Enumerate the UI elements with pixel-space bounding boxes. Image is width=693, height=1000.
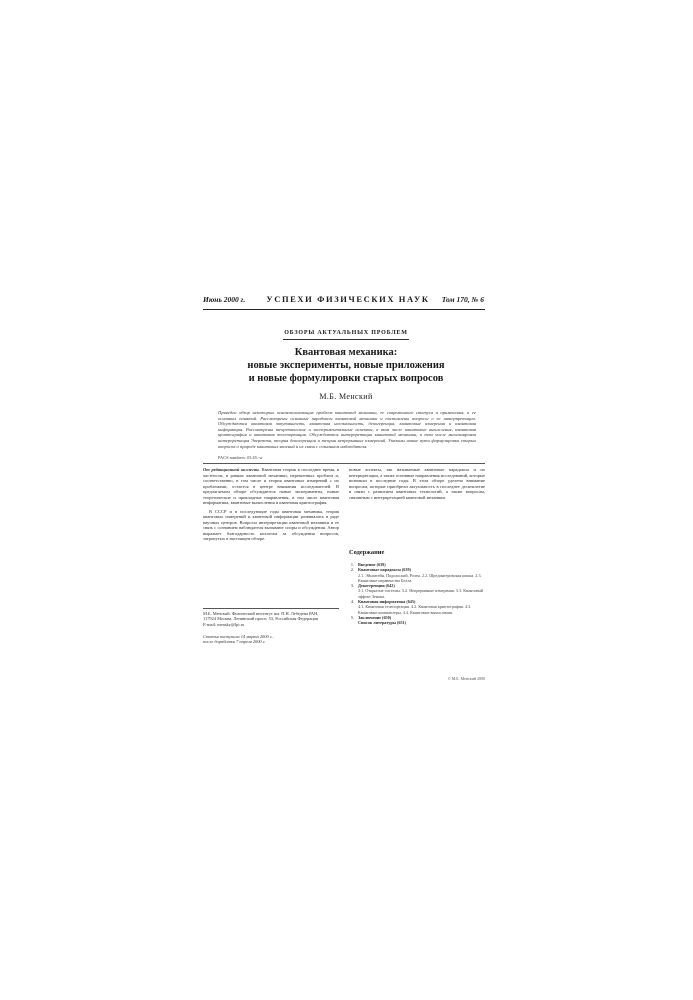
author-affiliation [203,611,339,627]
author-email: E-mail: mensky@lpi.ru [203,621,245,627]
issue-date: Июнь 2000 г. [203,295,246,304]
toc-entry-title: Список литературы (651) [358,620,407,626]
pacs-numbers: PACS numbers: 03.65.-w [218,455,263,460]
body-paragraph [203,467,339,506]
affiliation-line: М.Б. Менский. Физический институт им. П.Н. Лебедева РАН, [203,611,319,616]
article-title [230,346,462,385]
body-paragraph: новые аспекты, так называемые квантовые парадоксы и их интерпретации, а также основные направления исследований, которые возникли в последние годы. В этом обзоре уделено внимание вопросам, которые приобрели актуальность в последнее десятилетие в связи с развитием квантовых технологий, а также вопросам, связанным с интерпретацией квантовой механики. [349,467,485,500]
revised-date: после доработки 7 апреля 2000 г. [203,639,266,645]
toc-entry[interactable] [349,620,485,625]
copyright-notice: © М.Б. Менский 2000 [447,676,485,681]
paragraph-text: Квантовая теория в последнее время, в частности, в рамках квантовой механики, нерешенных проблем и, соответственно, в том числе и теория квантовых измерений с их проблемами, остается в центре внимания исследователей. В предлагаемом обзоре обсуждаются новые эксперименты, новые теоретические и прикладные направления, в том числе квантовая информатика, квантовые вычисления и квантовая криптография. [203,467,339,505]
volume-number: Том 170, № 6 [441,295,484,304]
affiliation-rule [203,608,339,609]
header-rule [203,309,485,310]
paragraph-lead: От редакционной коллегии. [203,467,260,472]
toc-title: Содержание [349,549,385,556]
toc-subsections: 3.1. Открытые системы. 3.2. Непрерывные измерения. 3.3. Квантовый эффект Зенона. [358,588,483,599]
body-paragraph: В СССР и в последующие годы квантовая механика, теория квантовых измерений и квантовой информации развивались в ряде научных центров. Вопросы интерпретации квантовой механики и ее связь с сознанием наблюдателя вызывают споры и обсуждения. Автор выражает благодарность коллегам за обсуждения вопросов, затронутых в настоящем обзоре. [203,508,339,541]
affiliation-line: 117924 Москва, Ленинский просп. 53, Российская Федерация [203,616,318,622]
toc-subsections: 2.1. Эйнштейн, Подольский, Розен. 2.2. Шредингеровская кошка. 2.3. Квантовые неравенства Белла. [358,572,482,583]
received-date: Статья поступила 14 марта 2000 г., [203,634,274,639]
toc-entry-number: 1. [350,562,354,567]
abstract: Приведен обзор некоторых основополагающих проблем квантовой механики, ее современного статуса и применения, и ее основных понятий. Рассмотрены основные парадоксы квантовой механики и поставлены вопросы о ее интерпретации. Обсуждаются квантовая запутанность, квантовая нелокальность, декогеренция, квантовые измерения и квантовая информация. Рассмотрены теоретические и экспериментальные аспекты, в том числе квантовые вычисления, квантовая криптография и квантовая телепортация. Обсуждаются интерпретации квантовой механики, в том числе многомировая интерпретация Эверетта, теория декогеренции и теория непрерывных измерений. Указаны новые пути формулировки старых вопросов о природе квантовых явлений и их связи с сознанием наблюдателя. [218,410,476,449]
title-line-1: Квантовая механика: [294,347,398,358]
toc-entry-title: Квантовые парадоксы (639) [358,567,411,573]
toc-entry-number [349,620,354,625]
rubric-underline [283,339,409,340]
toc-subsections: 4.1. Квантовая телепортация. 4.2. Квантовая криптография. 4.3. Квантовые компьютеры. 4.4. Квантовые вычисления. [358,604,472,615]
body-column-right [349,467,485,500]
title-line-3: и новые формулировки старых вопросов [248,373,444,384]
section-rubric: ОБЗОРЫ АКТУАЛЬНЫХ ПРОБЛЕМ [284,330,408,336]
abstract-separator [203,463,485,464]
body-column-left [203,467,339,545]
toc-entry-number: 5. [350,614,354,620]
submission-dates [203,634,339,645]
toc-entry-title: Введение (639) [358,562,386,567]
toc-entry-number: 4. [350,599,354,605]
toc-entry-title: Заключение (650) [358,614,392,620]
author-name: М.Б. Менский [319,392,373,401]
toc-entry-title: Квантовая информатика (645) [358,599,416,605]
toc-entry-number: 2. [350,567,354,573]
toc-entry-number: 3. [350,583,354,589]
toc-entry-title: Декогеренция (642) [358,583,395,589]
journal-name: УСПЕХИ ФИЗИЧЕСКИХ НАУК [266,294,430,304]
table-of-contents [349,562,485,626]
title-line-2: новые эксперименты, новые приложения [247,360,445,371]
